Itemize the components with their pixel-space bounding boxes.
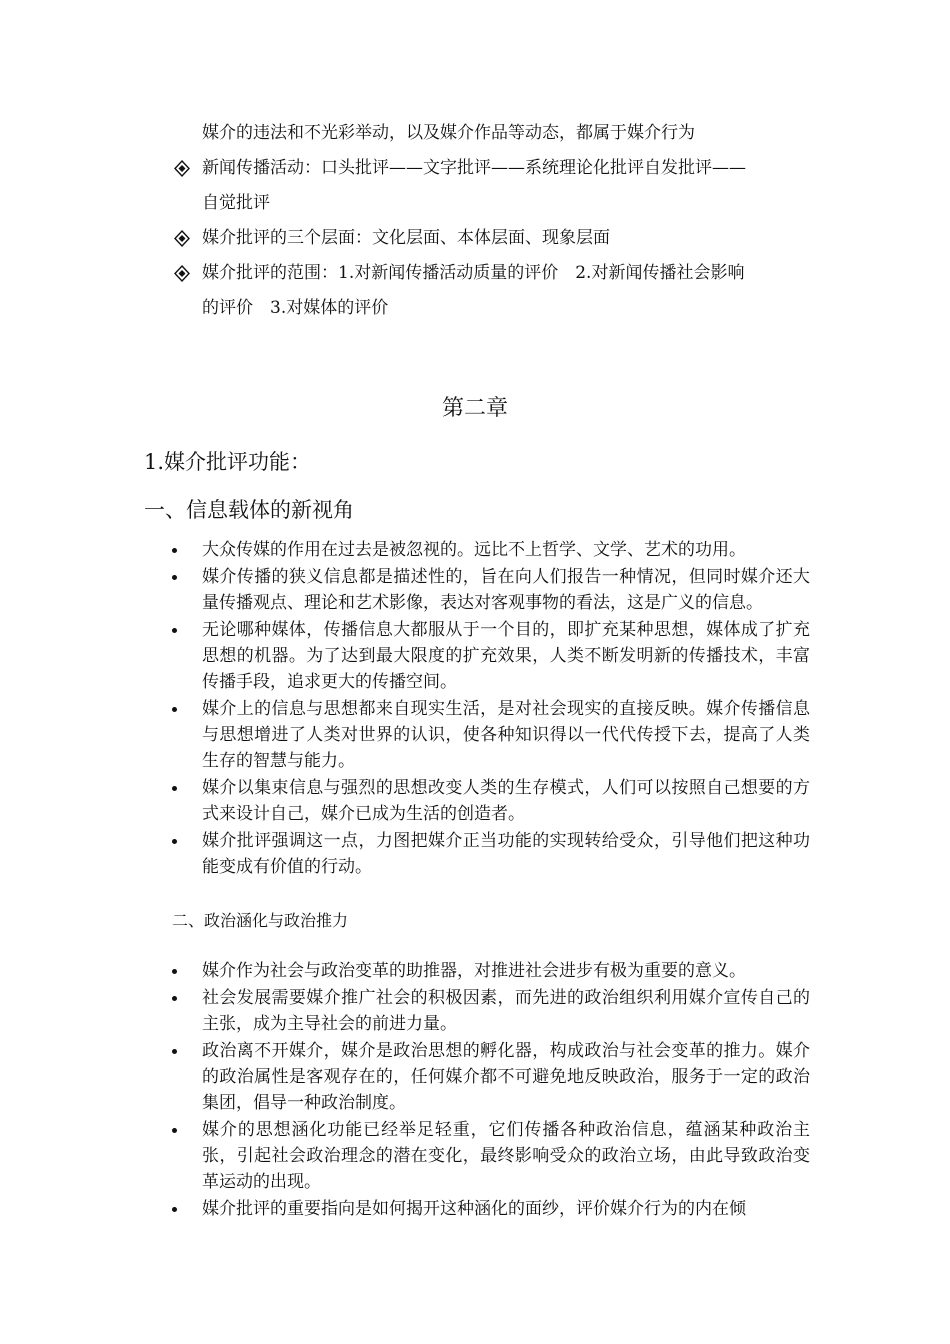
diamond-item-line1: 媒介批评的三个层面：文化层面、本体层面、现象层面 — [202, 228, 610, 248]
bullet-dot-icon — [172, 1049, 177, 1054]
diamond-bullet-icon — [174, 151, 190, 186]
part1-bullet-list — [168, 537, 810, 881]
bullet-text: 社会发展需要媒介推广社会的积极因素，而先进的政治组织利用媒介宣传自己的主张，成为主导社会的前进力量。 — [202, 988, 810, 1034]
bullet-dot-icon — [172, 969, 177, 974]
bullet-item — [168, 1038, 810, 1116]
bullet-item — [168, 1196, 810, 1222]
bullet-dot-icon — [172, 1207, 177, 1212]
bullet-item — [168, 828, 810, 880]
bullet-text: 媒介批评的重要指向是如何揭开这种涵化的面纱，评价媒介行为的内在倾 — [202, 1199, 746, 1219]
diamond-item-line1: 媒介批评的范围：1.对新闻传播活动质量的评价 2.对新闻传播社会影响 — [202, 263, 745, 283]
section-heading: 1.媒介批评功能： — [144, 450, 312, 474]
bullet-text: 媒介以集束信息与强烈的思想改变人类的生存模式，人们可以按照自己想要的方式来设计自己，媒介已成为生活的创造者。 — [202, 778, 810, 824]
bullet-dot-icon — [172, 1128, 177, 1133]
bullet-item — [168, 564, 810, 616]
chapter-title: 第二章 — [441, 396, 508, 421]
diamond-list — [168, 116, 828, 326]
diamond-list-item — [168, 256, 828, 326]
bullet-text: 大众传媒的作用在过去是被忽视的。远比不上哲学、文学、艺术的功用。 — [202, 540, 746, 560]
bullet-text: 媒介的思想涵化功能已经举足轻重，它们传播各种政治信息，蕴涵某种政治主张，引起社会政治理念的潜在变化，最终影响受众的政治立场，由此导致政治变革运动的出现。 — [202, 1120, 810, 1192]
diamond-bullet-icon — [174, 221, 190, 256]
bullet-dot-icon — [172, 839, 177, 844]
diamond-item-line2: 自觉批评 — [202, 193, 270, 213]
part2-bullet-list — [168, 958, 810, 1223]
bullet-text: 媒介作为社会与政治变革的助推器，对推进社会进步有极为重要的意义。 — [202, 961, 746, 981]
bullet-item — [168, 985, 810, 1037]
diamond-list-item — [168, 151, 828, 221]
diamond-bullet-icon — [174, 256, 190, 291]
bullet-dot-icon — [172, 786, 177, 791]
bullet-item — [168, 1117, 810, 1195]
bullet-item — [168, 696, 810, 774]
bullet-item — [168, 958, 810, 984]
bullet-text: 媒介批评强调这一点，力图把媒介正当功能的实现转给受众，引导他们把这种功能变成有价值的行动。 — [202, 831, 810, 877]
bullet-item — [168, 617, 810, 695]
bullet-item — [168, 775, 810, 827]
bullet-text: 媒介传播的狭义信息都是描述性的，旨在向人们报告一种情况，但同时媒介还大量传播观点、理论和艺术影像，表达对客观事物的看法，这是广义的信息。 — [202, 567, 810, 613]
bullet-dot-icon — [172, 575, 177, 580]
bullet-item — [168, 537, 810, 563]
bullet-text: 政治离不开媒介，媒介是政治思想的孵化器，构成政治与社会变革的推力。媒介的政治属性是客观存在的，任何媒介都不可避免地反映政治，服务于一定的政治集团，倡导一种政治制度。 — [202, 1041, 810, 1113]
part1-heading: 一、信息载体的新视角 — [144, 498, 354, 522]
part2-heading: 二、政治涵化与政治推力 — [172, 911, 349, 930]
bullet-text: 媒介上的信息与思想都来自现实生活，是对社会现实的直接反映。媒介传播信息与思想增进了人类对世界的认识，使各种知识得以一代代传授下去，提高了人类生存的智慧与能力。 — [202, 699, 810, 771]
diamond-item-line1: 新闻传播活动：口头批评——文字批评——系统理论化批评自发批评—— — [202, 158, 746, 178]
diamond-list-item — [168, 221, 828, 256]
list-continuation: 媒介的违法和不光彩举动，以及媒介作品等动态，都属于媒介行为 — [202, 123, 695, 143]
diamond-item-line2: 的评价 3.对媒体的评价 — [202, 298, 389, 318]
bullet-dot-icon — [172, 628, 177, 633]
bullet-dot-icon — [172, 707, 177, 712]
bullet-dot-icon — [172, 548, 177, 553]
bullet-text: 无论哪种媒体，传播信息大都服从于一个目的，即扩充某种思想，媒体成了扩充思想的机器。为了达到最大限度的扩充效果，人类不断发明新的传播技术，丰富传播手段，追求更大的传播空间。 — [202, 620, 810, 692]
bullet-dot-icon — [172, 996, 177, 1001]
